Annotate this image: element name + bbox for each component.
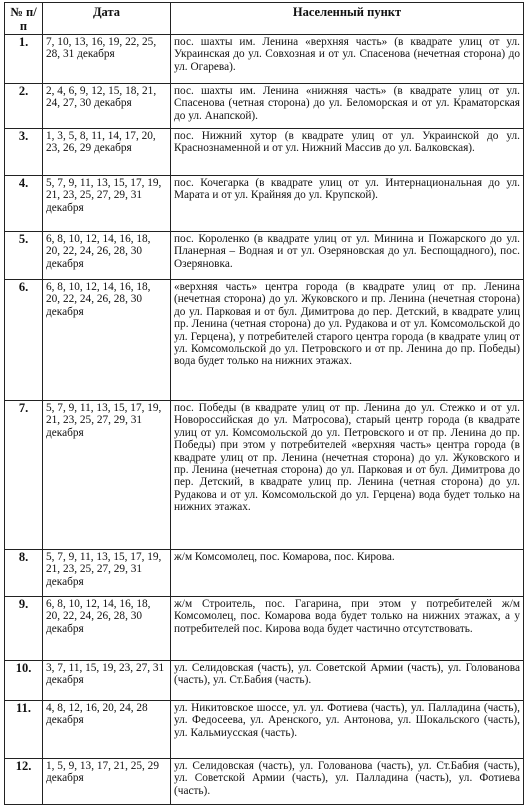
header-row <box>5 3 524 35</box>
row-dates: 7, 10, 13, 16, 19, 22, 25, 28, 31 декабря <box>43 35 171 84</box>
row-settlement: ул. Селидовская (часть), ул. Голованова (часть), ул. Ст.Бабия (часть), ул. Советской Армии (часть), ул. Палладина (часть), ул. Фотиева (часть). <box>171 759 524 805</box>
row-number: 11. <box>5 701 43 759</box>
row-number: 8. <box>5 550 43 597</box>
table-row <box>5 129 524 176</box>
row-dates: 6, 8, 10, 12, 14, 16, 18, 20, 22, 24, 26, 28, 30 декабря <box>43 232 171 280</box>
row-settlement: пос. Кочегарка (в квадрате улиц от ул. Интернациональная до ул. Марата и от ул. Крайняя до ул. Крупской). <box>171 176 524 232</box>
header-date: Дата <box>43 3 171 35</box>
row-settlement: «верхняя часть» центра города (в квадрате улиц от пр. Ленина (нечетная сторона) до ул. Жуковского и пр. Ленина (нечетная сторона) до ул. Парковая и от бул. Димитрова до пер. Детский, в квадрате улиц пр. Ленина (четная сторона) до ул. Рудакова и от ул. Комсомольской до ул. Герцена), у потребителей старого центра города (в квадрате улиц от ул. Комсомольской до ул. Петровского и от пр. Ленина до пр. Победы) вода будет только на нижних этажах. <box>171 280 524 401</box>
table-row <box>5 550 524 597</box>
table-row <box>5 701 524 759</box>
table-header <box>5 3 524 35</box>
row-settlement: ул. Селидовская (часть), ул. Советской Армии (часть), ул. Голованова (часть), ул. Ст.Бабия (часть). <box>171 661 524 701</box>
row-dates: 6, 8, 10, 12, 14, 16, 18, 20, 22, 24, 26, 28, 30 декабря <box>43 280 171 401</box>
table-row <box>5 280 524 401</box>
row-dates: 5, 7, 9, 11, 13, 15, 17, 19, 21, 23, 25, 27, 29, 31 декабря <box>43 550 171 597</box>
row-settlement: ж/м Комсомолец, пос. Комарова, пос. Кирова. <box>171 550 524 597</box>
row-number: 7. <box>5 401 43 550</box>
header-number: № п/п <box>5 3 43 35</box>
row-number: 6. <box>5 280 43 401</box>
header-settlement: Населенный пункт <box>171 3 524 35</box>
table-row <box>5 232 524 280</box>
row-number: 3. <box>5 129 43 176</box>
table-body <box>5 35 524 805</box>
table-row <box>5 35 524 84</box>
row-number: 12. <box>5 759 43 805</box>
row-dates: 1, 5, 9, 13, 17, 21, 25, 29 декабря <box>43 759 171 805</box>
row-number: 5. <box>5 232 43 280</box>
row-settlement: пос. Победы (в квадрате улиц от пр. Ленина до ул. Стежко и от ул. Новороссийская до ул. Матросова), старый центр города (в квадрате улиц от ул. Комсомольской до ул. Петровского и от пр. Ленина до пр. Победы) при этом у потребителей «верхняя часть» центра города (в квадрате улиц от пр. Ленина (нечетная сторона) до ул. Жуковского и пр. Ленина (нечетная сторона) до ул. Парковая и от бул. Димитрова до пер. Детский, в квадрате улиц пр. Ленина (четная сторона) до ул. Рудакова и от ул. Комсомольской до ул. Герцена) вода будет только на нижних этажах. <box>171 401 524 550</box>
table-row <box>5 759 524 805</box>
row-dates: 5, 7, 9, 11, 13, 15, 17, 19, 21, 23, 25, 27, 29, 31 декабря <box>43 176 171 232</box>
table-row <box>5 84 524 129</box>
row-settlement: пос. шахты им. Ленина «верхняя часть» (в квадрате улиц от ул. Украинская до ул. Совхозная и от ул. Спасенова (нечетная сторона) до ул. Огарева). <box>171 35 524 84</box>
row-number: 4. <box>5 176 43 232</box>
row-settlement: ж/м Строитель, пос. Гагарина, при этом у потребителей ж/м Комсомолец, пос. Комарова вода будет только на нижних этажах, а у потребителей пос. Кирова вода будет частично отсутствовать. <box>171 597 524 661</box>
row-number: 10. <box>5 661 43 701</box>
row-dates: 1, 3, 5, 8, 11, 14, 17, 20, 23, 26, 29 декабря <box>43 129 171 176</box>
row-settlement: ул. Никитовское шоссе, ул. ул. Фотиева (часть), ул. Палладина (часть), ул. Федосеева, ул. Аренского, ул. Антонова, ул. Шокальского (часть), ул. Кальмиусская (часть). <box>171 701 524 759</box>
row-dates: 6, 8, 10, 12, 14, 16, 18, 20, 22, 24, 26, 28, 30 декабря <box>43 597 171 661</box>
table-row <box>5 176 524 232</box>
row-settlement: пос. Короленко (в квадрате улиц от ул. Минина и Пожарского до ул. Планерная – Водная и от ул. Озеряновская до ул. Беспощадного), пос. Озеряновка. <box>171 232 524 280</box>
row-dates: 5, 7, 9, 11, 13, 15, 17, 19, 21, 23, 25, 27, 29, 31 декабря <box>43 401 171 550</box>
row-number: 9. <box>5 597 43 661</box>
row-dates: 3, 7, 11, 15, 19, 23, 27, 31 декабря <box>43 661 171 701</box>
row-settlement: пос. Нижний хутор (в квадрате улиц от ул. Украинской до ул. Краснознаменной и от ул. Нижний Массив до ул. Балковская). <box>171 129 524 176</box>
row-settlement: пос. шахты им. Ленина «нижняя часть» (в квадрате улиц от ул. Спасенова (четная сторона) до ул. Беломорская и от ул. Краматорская до ул. Анапской). <box>171 84 524 129</box>
water-schedule-table <box>4 2 524 805</box>
row-number: 1. <box>5 35 43 84</box>
row-dates: 2, 4, 6, 9, 12, 15, 18, 21, 24, 27, 30 декабря <box>43 84 171 129</box>
row-number: 2. <box>5 84 43 129</box>
table-row <box>5 401 524 550</box>
table-row <box>5 597 524 661</box>
table-row <box>5 661 524 701</box>
row-dates: 4, 8, 12, 16, 20, 24, 28 декабря <box>43 701 171 759</box>
